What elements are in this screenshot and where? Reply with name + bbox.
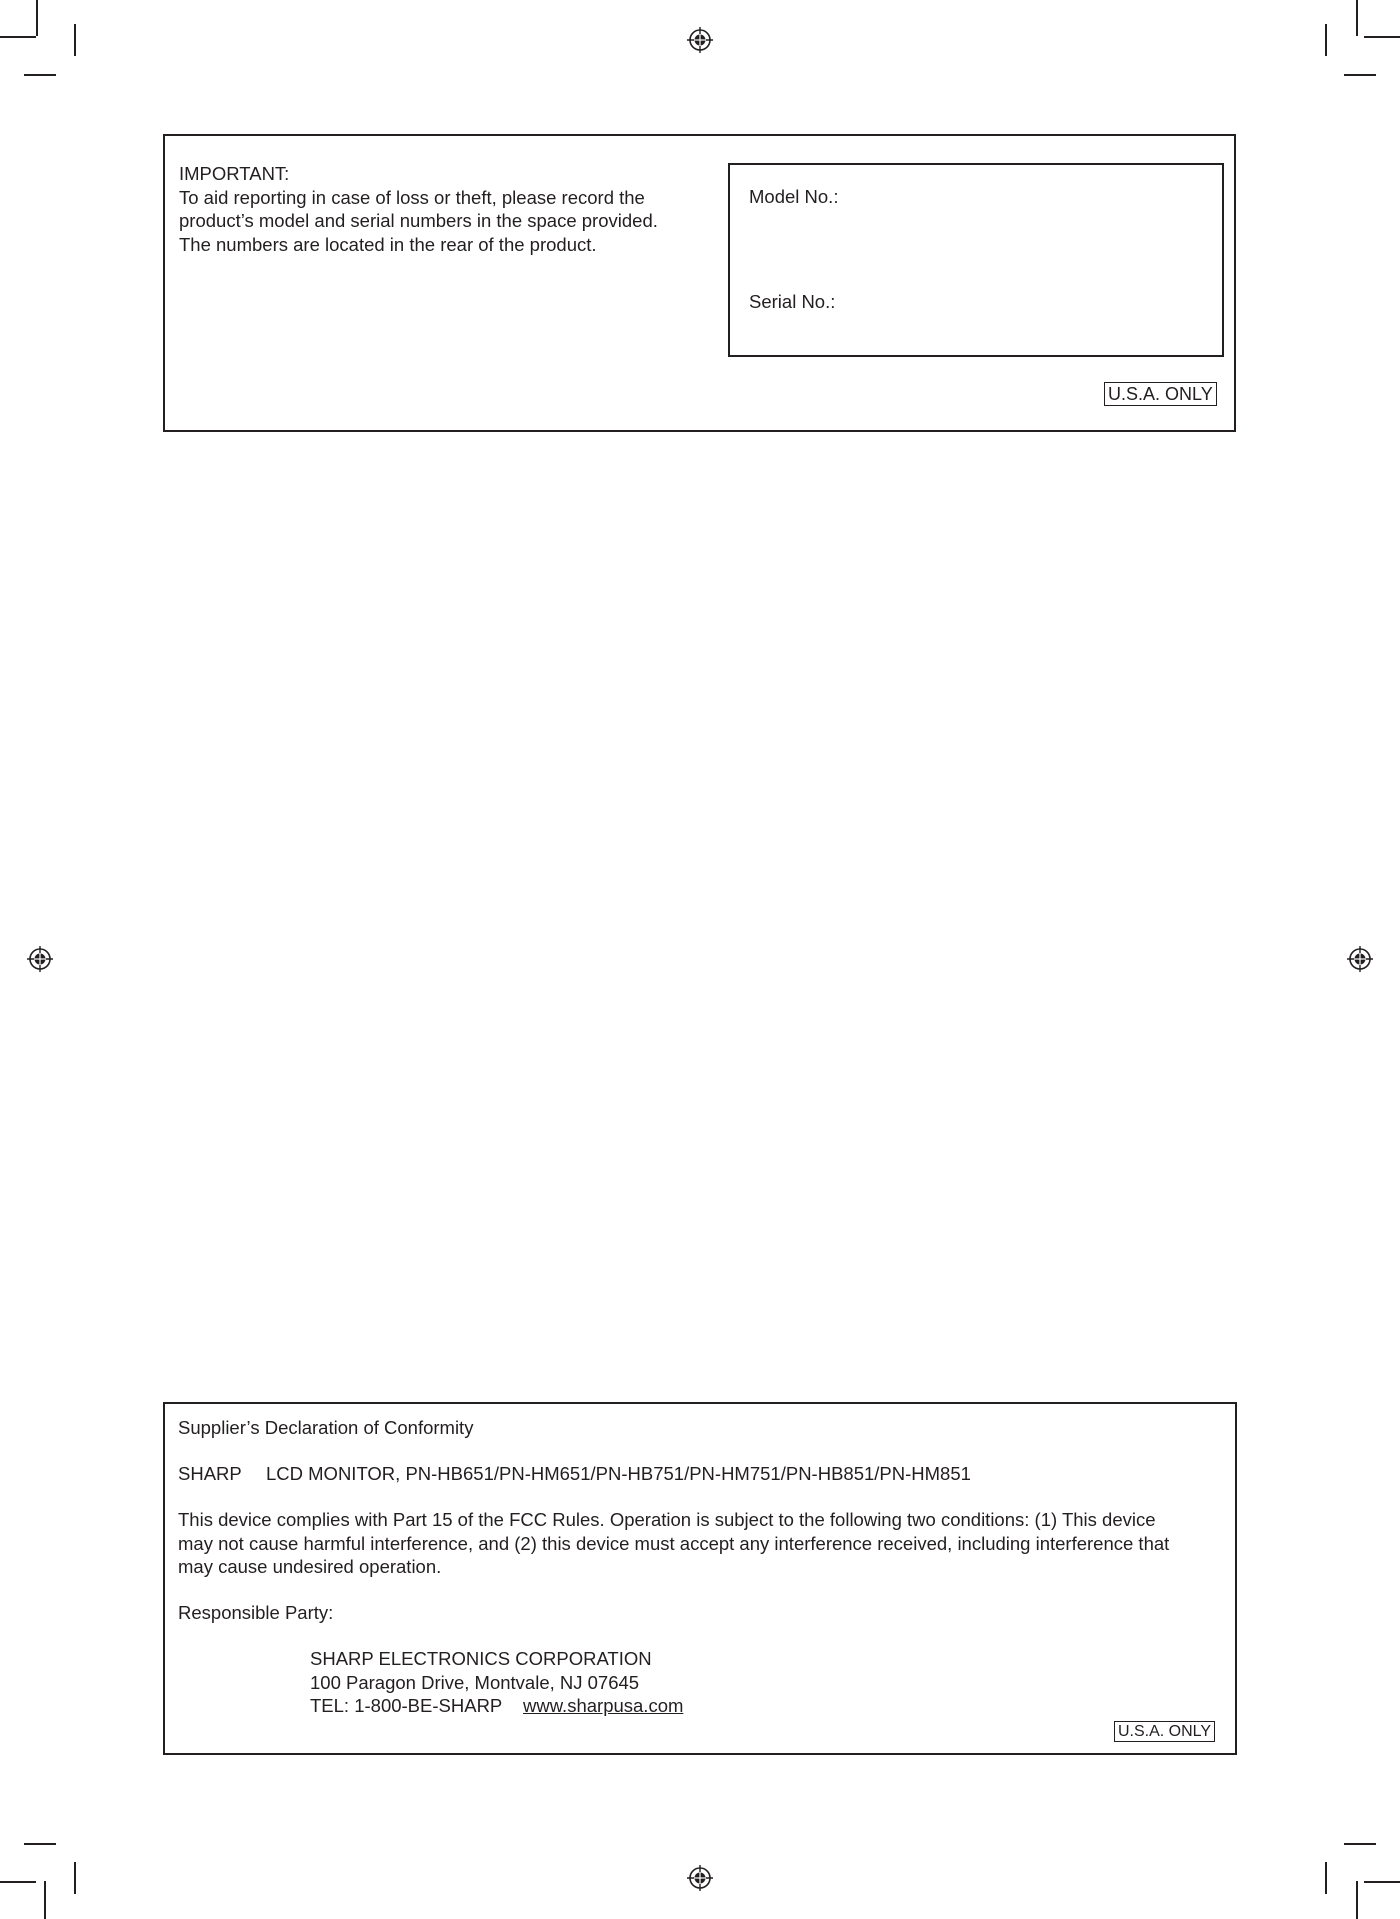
important-notice-box	[163, 134, 1236, 432]
region-badge: U.S.A. ONLY	[1114, 1721, 1215, 1742]
company-name: SHARP ELECTRONICS CORPORATION	[310, 1648, 652, 1669]
crop-mark-bottom-left-horizontal	[0, 1881, 36, 1883]
instruction-line: The numbers are located in the rear of the product.	[179, 233, 597, 255]
crop-mark-bottom-right-horizontal-inner	[1344, 1843, 1376, 1845]
crop-mark-top-left-vertical-inner	[74, 24, 76, 56]
crop-mark-bottom-left-vertical	[44, 1881, 46, 1919]
company-phone: TEL: 1-800-BE-SHARP	[310, 1695, 503, 1716]
brand-name: SHARP	[178, 1463, 242, 1484]
company-address: 100 Paragon Drive, Montvale, NJ 07645	[310, 1671, 640, 1693]
declaration-heading: Supplier’s Declaration of Conformity	[178, 1417, 474, 1438]
registration-target-icon	[687, 27, 713, 53]
crop-mark-bottom-right-horizontal	[1364, 1881, 1400, 1883]
crop-mark-top-left-vertical	[36, 0, 38, 36]
crop-mark-bottom-left-vertical-inner	[74, 1862, 76, 1894]
registration-target-icon	[1347, 946, 1373, 972]
serial-number-label: Serial No.:	[749, 291, 836, 312]
important-heading: IMPORTANT:	[179, 163, 290, 184]
crop-mark-top-right-vertical-inner	[1325, 24, 1327, 56]
record-fields-box	[728, 163, 1224, 357]
model-number-label: Model No.:	[749, 186, 839, 207]
crop-mark-top-right-horizontal-inner	[1344, 74, 1376, 76]
crop-mark-top-left-horizontal	[0, 36, 36, 38]
website-link[interactable]: www.sharpusa.com	[523, 1695, 684, 1716]
compliance-line: may not cause harmful interference, and (2) this device must accept any interference received, including interference that	[178, 1532, 1170, 1554]
crop-mark-top-left-horizontal-inner	[24, 74, 56, 76]
instruction-line: To aid reporting in case of loss or theft, please record the	[179, 186, 645, 208]
compliance-line: This device complies with Part 15 of the FCC Rules. Operation is subject to the following two conditions: (1) This device	[178, 1509, 1156, 1530]
instruction-line: product’s model and serial numbers in the space provided.	[179, 210, 658, 231]
registration-target-icon	[687, 1865, 713, 1891]
registration-target-icon	[27, 946, 53, 972]
compliance-line: may cause undesired operation.	[178, 1556, 442, 1577]
declaration-of-conformity-box	[163, 1402, 1237, 1755]
crop-mark-top-right-horizontal	[1364, 36, 1400, 38]
crop-mark-top-right-vertical	[1356, 0, 1358, 36]
crop-mark-bottom-left-horizontal-inner	[24, 1843, 56, 1845]
responsible-party-label: Responsible Party:	[178, 1602, 334, 1623]
product-line: LCD MONITOR, PN-HB651/PN-HM651/PN-HB751/PN-HM751/PN-HB851/PN-HM851	[266, 1463, 971, 1484]
crop-mark-bottom-right-vertical-inner	[1325, 1862, 1327, 1894]
region-badge: U.S.A. ONLY	[1104, 382, 1217, 406]
crop-mark-bottom-right-vertical	[1356, 1881, 1358, 1919]
